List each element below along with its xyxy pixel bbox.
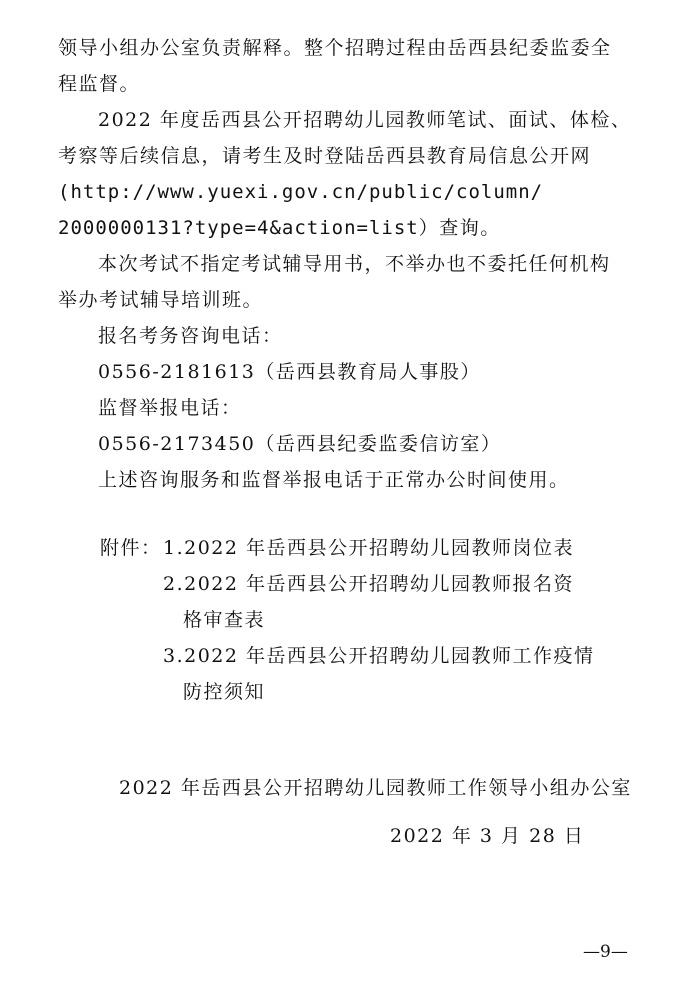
attachment-line: 格审查表 xyxy=(183,609,266,631)
supervision-phone: 0556-2173450（岳西县纪委监委信访室） xyxy=(98,433,502,455)
paragraph-line: 2022 年度岳西县公开招聘幼儿园教师笔试、面试、体检、 xyxy=(98,109,632,131)
signature: 2022 年岳西县公开招聘幼儿园教师工作领导小组办公室 xyxy=(119,777,632,799)
url-line[interactable]: 2000000131?type=4&action=list xyxy=(58,217,419,239)
attachment-line: 2.2022 年岳西县公开招聘幼儿园教师报名资 xyxy=(163,573,575,595)
paragraph-line: 本次考试不指定考试辅导用书，不举办也不委托任何机构 xyxy=(98,253,611,275)
attachment-item-3 xyxy=(163,638,633,710)
paragraph-no-textbook xyxy=(58,246,648,318)
attachment-line: 3.2022 年岳西县公开招聘幼儿园教师工作疫情 xyxy=(163,645,595,667)
paragraph-line: 程监督。 xyxy=(58,73,141,95)
url-line[interactable]: (http://www.yuexi.gov.cn/public/column/ xyxy=(58,181,544,203)
paragraph-followup-info xyxy=(58,102,648,246)
paragraph-line: ）查询。 xyxy=(418,217,501,239)
paragraph-line: 举办考试辅导培训班。 xyxy=(58,289,264,311)
attachments-label: 附件： xyxy=(100,537,162,559)
page-number: —9— xyxy=(583,942,628,962)
attachment-line: 1.2022 年岳西县公开招聘幼儿园教师岗位表 xyxy=(163,537,575,559)
registration-label: 报名考务咨询电话： xyxy=(98,325,283,347)
document-date: 2022 年 3 月 28 日 xyxy=(390,825,585,847)
paragraph-explanation xyxy=(58,30,648,102)
paragraph-line: 考察等后续信息，请考生及时登陆岳西县教育局信息公开网 xyxy=(58,145,592,167)
registration-phone: 0556-2181613（岳西县教育局人事股） xyxy=(98,361,481,383)
contact-section xyxy=(58,318,648,498)
supervision-label: 监督举报电话： xyxy=(98,397,242,419)
attachment-line: 防控须知 xyxy=(183,681,266,703)
attachment-item-1 xyxy=(163,530,633,566)
paragraph-line: 领导小组办公室负责解释。整个招聘过程由岳西县纪委监委全 xyxy=(58,37,612,59)
attachment-item-2 xyxy=(163,566,633,638)
contact-note: 上述咨询服务和监督举报电话于正常办公时间使用。 xyxy=(98,469,570,491)
